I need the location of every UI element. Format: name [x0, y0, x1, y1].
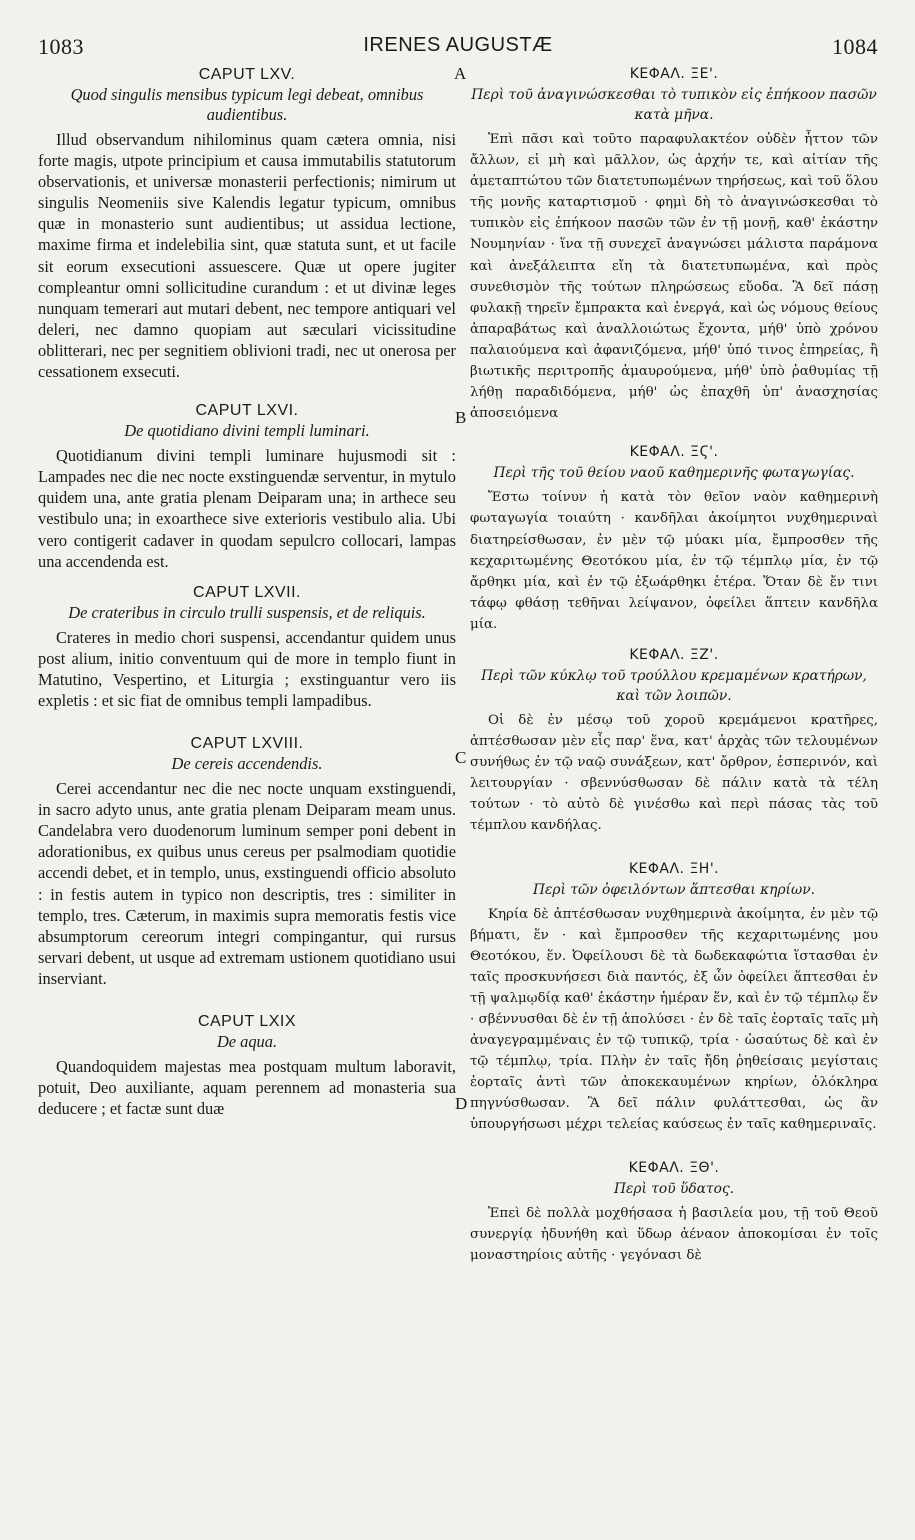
chapter-subtitle: De cereis accendendis.	[171, 754, 323, 774]
chapter-heading: ΚΕΦΑΛ. ΞΘ'.	[628, 1159, 720, 1176]
chapter-heading: ΚΕΦΑΛ. ΞΗ'.	[628, 860, 720, 877]
greek-section-65	[470, 64, 878, 424]
page-header	[38, 34, 878, 60]
latin-section-67	[38, 582, 456, 711]
greek-section-66	[470, 442, 878, 635]
latin-section-66	[38, 400, 456, 572]
chapter-text: Κηρία δὲ ἁπτέσθωσαν νυχθημερινὰ ἀκοίμητα, ἐν μὲν τῷ βήματι, ἕν · καὶ ἔμπροσθεν τῆς κεχαριτωμένης μου Θεοτόκου, ἕν. Ὀφείλουσι δὲ τὰ δωδεκαφώτια ἵστασθαι ἐν ταῖς προσκυνήσεσι διὰ παντός, ἐξ ὧν ὀφείλει ἅπτεσθαι ἐν τῇ ψαλμῳδίᾳ καθ' ἑκάστην ἡμέραν ἕν, καὶ ἐν τῷ τέμπλῳ ἕν · σβέννυσθαι δὲ ἐν τῇ ἀπολύσει · ἐν δὲ ταῖς ἑορταῖς ταῖς μὴ ἀναγεγραμμέναις ἐν τῷ τυπικῷ, τρία · ὡσαύτως δὲ καὶ ἐν τῷ τέμπλῳ, τρία. Πλὴν ἐν ταῖς ἤδη ῥηθείσαις μεγίσταις ἑορταῖς ἀντὶ τῶν ἀποκεκαυμένων κηρίων, ὁλόκληρα πηγνύσθωσαν. Ἃ δεῖ πάλιν φυλάττεσθαι, ὡς ἂν ὑπουργήσωσι μέχρι τελείας καύσεως ἐν ταῖς καθημεριναῖς.	[470, 906, 878, 1133]
chapter-heading: CAPUT LXIX	[197, 1013, 297, 1030]
chapter-heading: CAPUT LXVIII.	[190, 735, 304, 753]
chapter-subtitle: Περὶ τῶν κύκλῳ τοῦ τρούλλου κρεμαμένων κρατήρων, καὶ τῶν λοιπῶν.	[481, 667, 867, 704]
chapter-subtitle: De crateribus in circulo trulli suspensis, et de reliquis.	[68, 602, 426, 622]
greek-column	[470, 64, 878, 1266]
page-number-left: 1083	[38, 34, 84, 59]
chapter-subtitle: Περὶ τῆς τοῦ θείου ναοῦ καθημερινῆς φωταγωγίας.	[493, 465, 855, 482]
chapter-heading: ΚΕΦΑΛ. ΞΕ'.	[629, 66, 719, 82]
latin-section-65	[38, 64, 456, 382]
chapter-text: Quotidianum divini templi luminare hujusmodi sit : Lampades nec die nec nocte exstinguendæ serventur, in mytulo quidem una, ante gratia plenam Deiparam una; in arthece seu vestibulo una; in exoarthece sive exterioris vestibulo alia. Ubi vero contigerit cadaver in quodam sepulcro collocari, lampas una accendenda est.	[38, 446, 456, 571]
chapter-text: Οἱ δὲ ἐν μέσῳ τοῦ χοροῦ κρεμάμενοι κρατῆρες, ἁπτέσθωσαν μὲν εἷς παρ' ἕνα, κατ' ἀρχὰς τῶν τελουμένων συνήθως ἐν τῷ ναῷ συνάξεων, κατ' ὄρθρον, ἑσπερινόν, καὶ λειτουργίαν · σβεννύσθωσαν δὲ πάλιν κατὰ τὰ τέλη τούτων · τὸ αὐτὸ δὲ γινέσθω καὶ περὶ πάσας τὰς τοῦ τέμπλου κανδήλας.	[470, 712, 878, 834]
chapter-heading: CAPUT LXVII.	[193, 583, 301, 601]
margin-marker-a: A	[454, 64, 467, 83]
greek-section-69	[470, 1158, 878, 1266]
chapter-subtitle: De aqua.	[216, 1032, 278, 1051]
margin-marker-b: B	[455, 408, 467, 427]
greek-section-67	[470, 645, 878, 837]
latin-column	[38, 64, 456, 1119]
chapter-subtitle: Quod singulis mensibus typicum legi debeat, omnibus audientibus.	[70, 85, 424, 124]
margin-marker-d: D	[455, 1094, 468, 1113]
chapter-subtitle: Περὶ τοῦ ἀναγινώσκεσθαι τὸ τυπικὸν εἰς ἐπήκοον πασῶν κατὰ μῆνα.	[471, 87, 877, 123]
chapter-heading: CAPUT LXVI.	[195, 402, 299, 420]
greek-section-68	[470, 859, 878, 1136]
chapter-heading: ΚΕΦΑΛ. ΞϚ'.	[629, 444, 719, 461]
chapter-text: Ἐπὶ πᾶσι καὶ τοῦτο παραφυλακτέον οὐδὲν ἧττον τῶν ἄλλων, εἰ μὴ καὶ μᾶλλον, ὡς ἀρχήν τε, καὶ αἰτίαν τῆς ἀμεταπτώτου τῶν διατετυπωμένων τηρήσεως, καὶ τοῦ ὅλου τῆς μονῆς καταρτισμοῦ · φημὶ δὴ τὸ ἀναγινώσκεσθαι τὸ τυπικὸν εἰς ἐπήκοον πασῶν τῶν ἐν τῇ μονῇ, καθ' ἑκάστην Νουμηνίαν · ἵνα τῇ συνεχεῖ ἀναγνώσει μάλιστα παράμονα καὶ ἀνεξάλειπτα εἴη τὰ διατετυπωμένα, καὶ πρὸς συνεθισμὸν τῆς τούτων πληρώσεως εὔοδα. Ἃ δεῖ πάσῃ φυλακῇ τηρεῖν ἔμπρακτα καὶ ἐνεργά, καὶ ὡς νόμους θείους ἀπαραβάτως καὶ ἀναλλοιώτως ἔχοντα, μήθ' ὑπὸ χρόνου παλαιούμενα καὶ ἀφανιζόμενα, μήθ' ὑπό τινος ἐπηρείας, ἢ βιωτικῆς περιτροπῆς ἀμαυρούμενα, μήθ' ὑπὸ ῥαθυμίας τῇ λήθῃ παραδιδόμενα, μήθ' ὡς ἐπαχθῆ ὑπ' ἀνασχησίας ἀποσειόμενα	[470, 132, 878, 422]
chapter-subtitle: Περὶ τοῦ ὕδατος.	[613, 1180, 735, 1197]
chapter-text: Illud observandum nihilominus quam cætera omnia, nisi forte magis, utpote principium et causa immutabilis statutorum observationis, et universæ monasterii perfectionis; nimirum ut singulis Neomeniis sive Kalendis legatur typicum, omnibus quæ in monasterio sunt audientibus; ut assidua lectione, maxime firma et indelebilia sint, quæ statuta sunt, et ut facile sit eorum exsecutioni assuescere. Quæ ut opere jugiter compleantur omni sollicitudine curandum : et ut divinæ leges nunquam temerari aut mutari debent, nec tempore antiquari vel deleri, nec damno quopiam aut sæculari vicissitudine oblitterari, nec per segnitiem oblivioni tradi, nec ut onerosa per cessationem exsecuti.	[38, 130, 456, 382]
chapter-heading: ΚΕΦΑΛ. ΞΖ'.	[629, 646, 719, 663]
chapter-subtitle: Περὶ τῶν ὀφειλόντων ἅπτεσθαι κηρίων.	[533, 881, 815, 898]
chapter-text: Ἐπεὶ δὲ πολλὰ μοχθήσασα ἡ βασιλεία μου, τῇ τοῦ Θεοῦ συνεργίᾳ ἠδυνήθη καὶ ὕδωρ ἀέναον ἀποκομίσαι ἐν τοῖς μοναστηρίοις αὐτῆς · γεγόνασι δὲ	[470, 1205, 878, 1263]
latin-section-69	[38, 1011, 456, 1119]
chapter-text: Crateres in medio chori suspensi, accendantur quidem unus post alium, initio conventuum qui de more in templo fiunt in Matutino, Vespertino, et Liturgia ; exstinguantur vero iis expletis : et sic fiat de omnibus templi lampadibus.	[38, 627, 456, 710]
chapter-heading: CAPUT LXV.	[198, 66, 296, 83]
chapter-text: Ἔστω τοίνυν ἡ κατὰ τὸν θεῖον ναὸν καθημερινὴ φωταγωγία τοιαύτη · κανδῆλαι ἀκοίμητοι νυχθημεριναὶ διατηρείσθωσαν, ἐν μὲν τῷ μύακι μία, ἔμπροσθεν τῆς κεχαριτωμένης Θεοτόκου μία, ἐν τῷ τέμπλῳ μία, ἐν τῷ ἄρθηκι μία, καὶ ἐν τῷ ἐξωάρθηκι ἑτέρα. Ὅταν δὲ ἔν τινι τάφῳ φθάσῃ τεθῆναι λείψανον, ὀφείλει ἅπτειν κανδῆλα μία.	[470, 490, 878, 632]
chapter-text: Quandoquidem majestas mea postquam multum laboravit, potuit, Deo auxiliante, aquam perennem ad monasteria sua deducere ; et factæ sunt duæ	[38, 1057, 456, 1119]
latin-section-68	[38, 733, 456, 989]
running-title: IRENES AUGUSTÆ	[363, 34, 553, 56]
margin-marker-c: C	[455, 748, 467, 767]
page-number-right: 1084	[832, 34, 878, 59]
chapter-subtitle: De quotidiano divini templi luminari.	[124, 421, 370, 441]
chapter-text: Cerei accendantur nec die nec nocte unquam exstinguendi, in sacro adyto unus, ante gratia plenam Deiparam meam unus. Candelabra vero duodenorum luminum semper poni debent in adorationibus, ex quibus unus cereus per psalmodiam quotidie accendi debet, et in templo, unus, exstinguendi officio absoluto : in festis autem in typico non descriptis, tres : similiter in templo, tres. Cæterum, in maximis supra memoratis festis vice absumptorum cereorum integri compingantur, qui rursus servari debent, ut usque ad extremam ustionem quotidiano usui inserviant.	[38, 779, 456, 988]
